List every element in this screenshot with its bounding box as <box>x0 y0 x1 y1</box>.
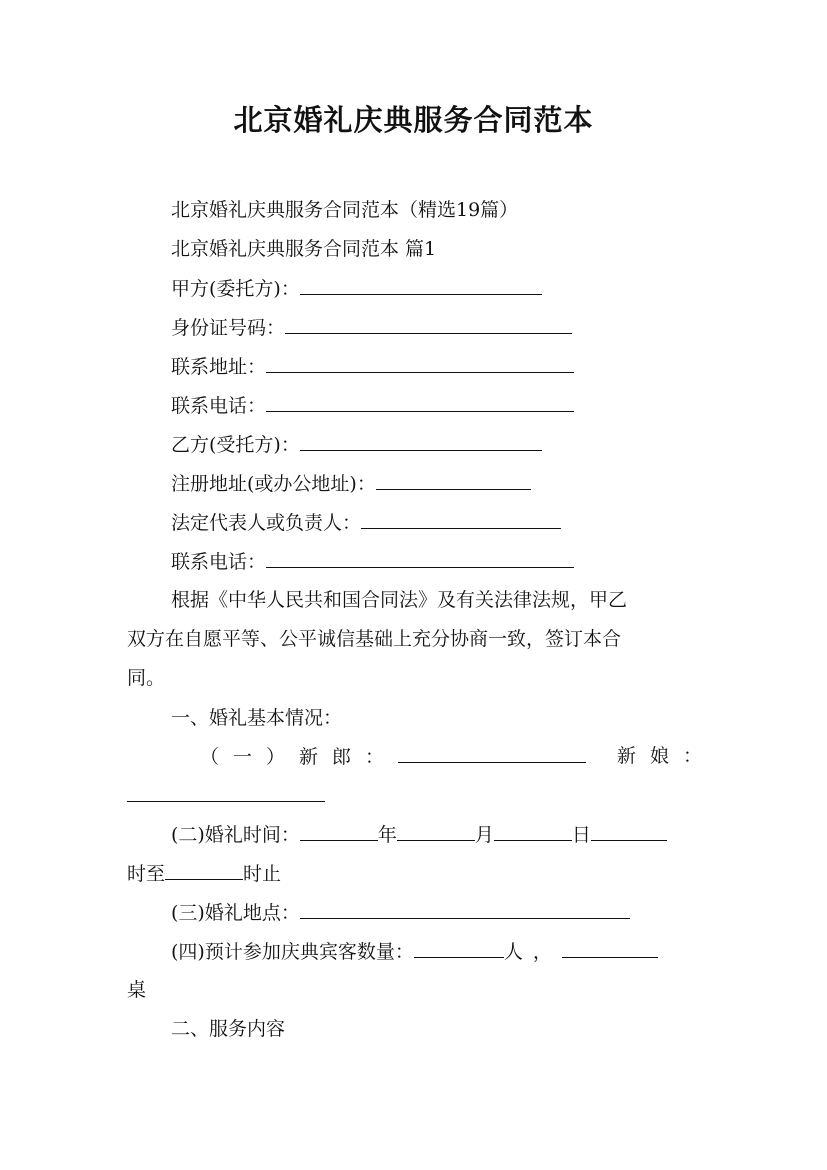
guests-line <box>171 939 658 964</box>
contact-phone-b-blank <box>266 549 574 568</box>
wedding-time-label: (二)婚礼时间： <box>171 824 300 846</box>
document-subtitle: 北京婚礼庆典服务合同范本（精选19篇） <box>171 199 519 221</box>
groom-blank <box>398 744 586 763</box>
day-blank <box>494 822 572 841</box>
hour-to-blank <box>165 861 243 880</box>
bride-label: 新娘： <box>617 745 717 767</box>
wedding-time-line-2 <box>127 861 281 886</box>
id-number-line <box>171 315 572 340</box>
registered-address-label: 注册地址(或办公地址)： <box>171 473 376 495</box>
contact-phone-a-label: 联系电话： <box>171 395 267 417</box>
contact-address-label: 联系地址： <box>171 356 267 378</box>
id-number-blank <box>285 315 572 334</box>
preamble-line-3: 同。 <box>127 667 166 689</box>
hour-to-label: 时止 <box>243 863 282 885</box>
hour-from-blank <box>591 822 667 841</box>
contact-phone-a-line <box>171 393 574 418</box>
venue-line <box>171 900 630 925</box>
legal-rep-blank <box>361 510 561 529</box>
registered-address-blank <box>376 471 531 490</box>
party-b-label: 乙方(受托方)： <box>171 434 300 456</box>
year-label: 年 <box>377 824 397 846</box>
party-a-blank <box>300 276 542 295</box>
groom-label: （一）新郎： <box>200 746 399 768</box>
hour-from-label: 时至 <box>127 863 166 885</box>
persons-blank <box>414 939 504 958</box>
year-blank <box>300 822 378 841</box>
party-a-label: 甲方(委托方)： <box>171 278 300 300</box>
party-a-line <box>171 276 542 301</box>
persons-label: 人， <box>503 941 562 963</box>
preamble-line-2: 双方在自愿平等、公平诚信基础上充分协商一致，签订本合 <box>127 628 622 650</box>
groom-line <box>200 744 586 769</box>
contact-phone-a-blank <box>266 393 574 412</box>
venue-blank <box>300 900 630 919</box>
wedding-time-line <box>171 822 667 847</box>
section-heading: 北京婚礼庆典服务合同范本 篇1 <box>171 238 437 260</box>
party-b-blank <box>300 432 542 451</box>
contact-address-blank <box>266 354 574 373</box>
document-title: 北京婚礼庆典服务合同范本 <box>233 103 594 137</box>
guests-label: (四)预计参加庆典宾客数量： <box>171 941 414 963</box>
bride-line <box>127 783 325 808</box>
preamble-line-1: 根据《中华人民共和国合同法》及有关法律法规，甲乙 <box>171 589 628 611</box>
day-label: 日 <box>571 824 591 846</box>
id-number-label: 身份证号码： <box>171 317 286 339</box>
legal-rep-line <box>171 510 561 535</box>
section-1-title: 一、婚礼基本情况： <box>171 707 343 729</box>
contact-phone-b-line <box>171 549 574 574</box>
section-2-title: 二、服务内容 <box>171 1018 286 1040</box>
contact-address-line <box>171 354 574 379</box>
month-label: 月 <box>474 824 494 846</box>
registered-address-line <box>171 471 531 496</box>
contact-phone-b-label: 联系电话： <box>171 551 267 573</box>
party-b-line <box>171 432 542 457</box>
tables-label: 桌 <box>127 979 147 1001</box>
tables-blank <box>562 939 658 958</box>
bride-blank <box>127 783 325 802</box>
month-blank <box>397 822 475 841</box>
venue-label: (三)婚礼地点： <box>171 902 300 924</box>
legal-rep-label: 法定代表人或负责人： <box>171 512 362 534</box>
